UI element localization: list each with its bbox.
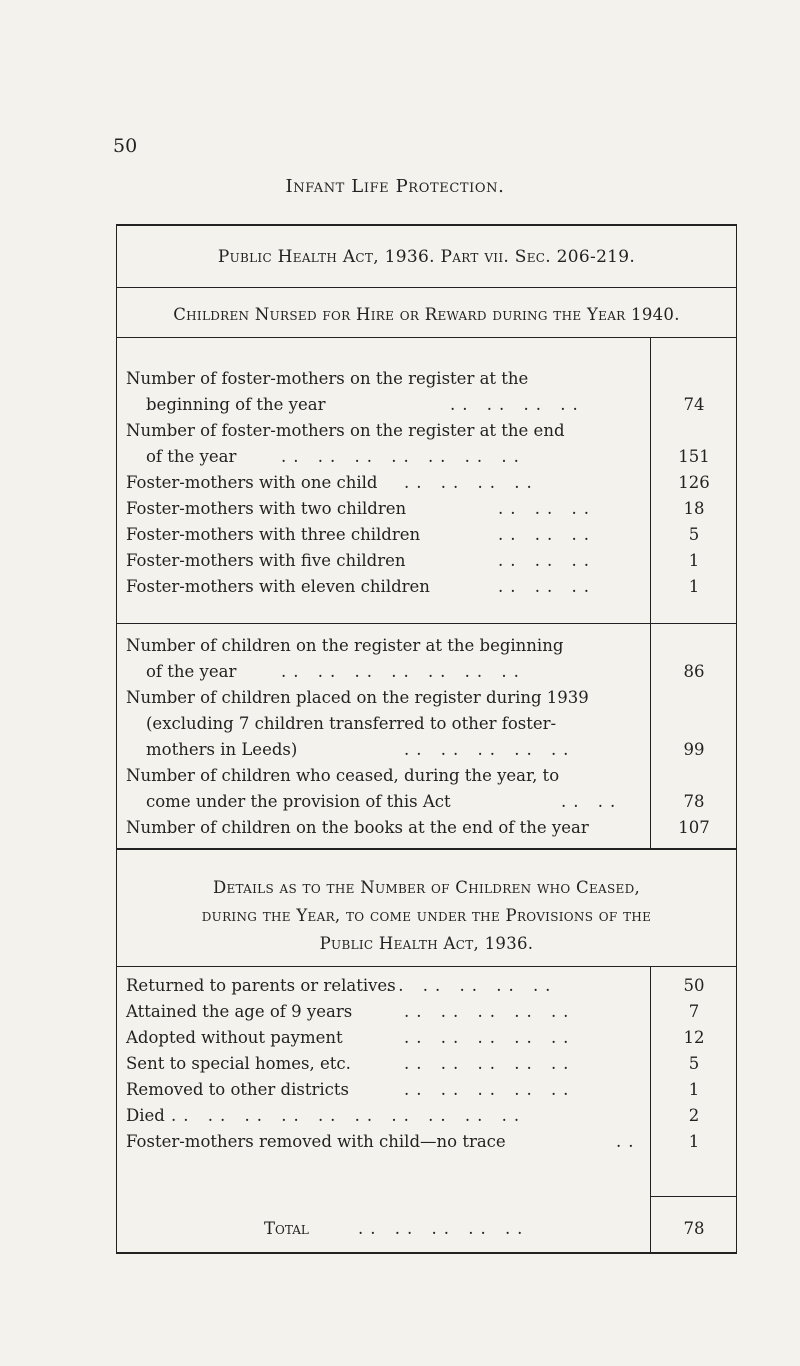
row-value: 99 [683,740,705,759]
top-border [116,224,737,226]
details-header-line-2: during the Year, to come under the Provisions of the [201,906,652,925]
row-label: beginning of the year [146,395,326,414]
section-divider [116,966,737,967]
table-row [116,1080,737,1106]
leader-dots: .. .. .. .. .. .. .. [281,447,526,466]
table-row [116,577,737,603]
leader-dots: .. .. .. .. .. .. .. [281,662,526,681]
table-row [116,1132,737,1158]
act-header: Public Health Act, 1936. Part vii. Sec. 206-219. [217,247,636,267]
row-value: 7 [688,1002,700,1021]
table-row [116,714,737,740]
leader-dots: .. .. .. .. .. .. .. .. .. .. [171,1106,527,1125]
details-header-line-1: Details as to the Number of Children who Ceased, [212,878,641,897]
row-value: 86 [683,662,705,681]
table-row [116,395,737,421]
table-row [116,1054,737,1080]
table-row [116,369,737,395]
table-row [116,551,737,577]
total-row [116,1219,737,1245]
row-value: 2 [688,1106,700,1125]
row-label: Foster-mothers with two children [126,499,407,518]
table-row [116,976,737,1002]
row-value: 1 [688,551,700,570]
row-value: 5 [688,525,700,544]
leader-dots: .. .. .. .. [450,395,585,414]
row-value: 5 [688,1054,700,1073]
row-value: 1 [688,577,700,596]
row-label: Number of foster-mothers on the register at the end [126,421,565,440]
table-row [116,421,737,447]
row-label: of the year [146,447,237,466]
section-divider-thick [116,848,737,850]
year-header: Children Nursed for Hire or Reward during the Year 1940. [173,305,680,324]
leader-dots: .. [616,1132,641,1151]
details-header-line-3: Public Health Act, 1936. [319,934,534,953]
total-divider [650,1196,737,1197]
leader-dots: .. .. .. .. .. [404,1028,576,1047]
table-row [116,818,737,844]
row-label: Number of children on the books at the end of the year [126,818,589,837]
table-row [116,766,737,792]
row-value: 50 [683,976,705,995]
row-label: Number of children who ceased, during the year, to [126,766,560,785]
row-label: Foster-mothers removed with child—no trace [126,1132,506,1151]
leader-dots: .. .. .. [498,499,596,518]
row-value: 126 [678,473,710,492]
row-label: Number of foster-mothers on the register at the [126,369,529,388]
row-label: Sent to special homes, etc. [126,1054,351,1073]
row-label: Returned to parents or relatives [126,976,396,995]
total-label: Total [264,1219,309,1238]
row-label: Removed to other districts [126,1080,349,1099]
leader-dots: .. .. .. [498,551,596,570]
total-value: 78 [683,1219,705,1238]
row-value: 107 [678,818,710,837]
row-label: Number of children placed on the register during 1939 [126,688,589,707]
report-table [116,224,737,1254]
table-row [116,740,737,766]
header-divider-1 [116,287,737,288]
table-row [116,792,737,818]
leader-dots: .. .. .. .. .. [404,1080,576,1099]
row-value: 78 [683,792,705,811]
table-row [116,636,737,662]
table-row [116,1002,737,1028]
leader-dots: .. .. .. .. .. [404,740,576,759]
leader-dots: .. .. .. .. .. [386,976,558,995]
section-divider [116,623,737,624]
leader-dots: .. .. .. [498,525,596,544]
row-label: Adopted without payment [126,1028,343,1047]
leader-dots: .. .. .. .. [404,473,539,492]
row-value: 1 [688,1132,700,1151]
page-number: 50 [113,135,138,157]
row-label: come under the provision of this Act [146,792,451,811]
row-value: 18 [683,499,705,518]
leader-dots: .. .. .. [498,577,596,596]
table-row [116,499,737,525]
row-value: 1 [688,1080,700,1099]
table-row [116,1106,737,1132]
row-label: of the year [146,662,237,681]
row-value: 74 [683,395,705,414]
leader-dots: .. .. [561,792,623,811]
table-row [116,662,737,688]
row-label: (excluding 7 children transferred to other foster- [146,714,557,733]
row-label: Foster-mothers with one child [126,473,378,492]
row-value: 151 [678,447,710,466]
header-divider-2 [116,337,737,338]
page-title: Infant Life Protection. [285,176,505,197]
row-value: 12 [683,1028,705,1047]
table-row [116,473,737,499]
table-row [116,1028,737,1054]
row-label: Attained the age of 9 years [126,1002,353,1021]
leader-dots: .. .. .. .. .. [404,1002,576,1021]
table-row [116,447,737,473]
leader-dots: .. .. .. .. .. [404,1054,576,1073]
leader-dots: .. .. .. .. .. [358,1219,530,1238]
table-row [116,688,737,714]
row-label: mothers in Leeds) [146,740,298,759]
row-label: Foster-mothers with eleven children [126,577,430,596]
table-row [116,525,737,551]
row-label: Foster-mothers with three children [126,525,421,544]
row-label: Foster-mothers with five children [126,551,406,570]
bottom-border [116,1252,737,1254]
row-label: Died [126,1106,165,1125]
row-label: Number of children on the register at the beginning [126,636,564,655]
